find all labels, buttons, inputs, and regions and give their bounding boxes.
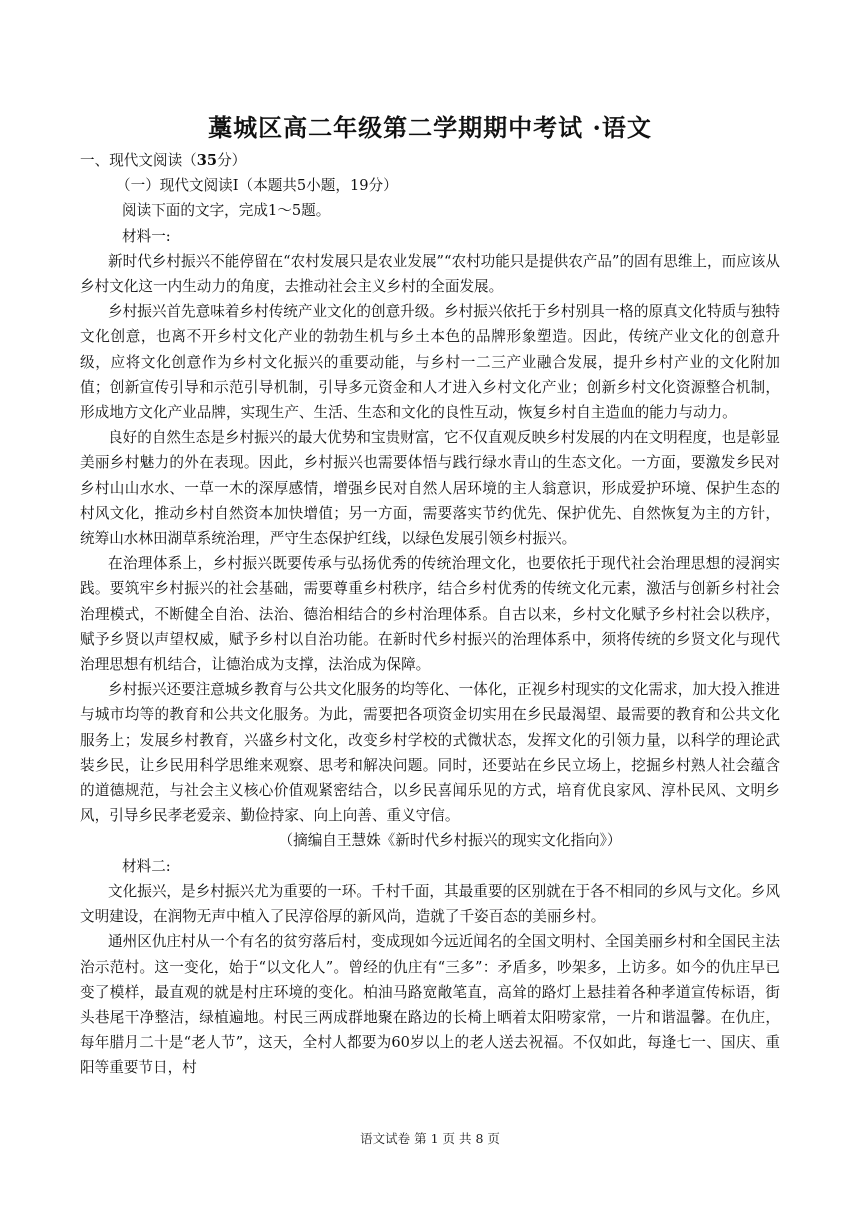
- page-footer: 语文试卷 第 1 页 共 8 页: [360, 1131, 500, 1146]
- material2-label: 材料二:: [122, 857, 171, 875]
- material1-label: 材料一:: [122, 227, 171, 245]
- section-score: 35: [196, 152, 218, 169]
- material1-paragraph: 在治理体系上，乡村振兴既要传承与弘扬优秀的传统治理文化，也要依托于现代社会治理思想的浸润实践。要筑牢乡村振兴的社会基础，需要尊重乡村秩序，结合乡村优秀的传统文化元素，激活与创新乡村社会治理模式，不断健全自治、法治、德治相结合的乡村治理体系。自古以来，乡村文化赋予乡村社会以秩序，赋予乡贤以声望权威，赋予乡村以自治功能。在新时代乡村振兴的治理体系中，须将传统的乡贤文化与现代治理思想有机结合，让德治成为支撑，法治成为保障。: [80, 555, 780, 674]
- page-title: 藁城区高二年级第二学期期中考试 ·语文: [208, 113, 652, 142]
- material1-paragraph: 乡村振兴首先意味着乡村传统产业文化的创意升级。乡村振兴依托于乡村别具一格的原真文化特质与独特文化创意，也离不开乡村文化产业的勃勃生机与乡土本色的品牌形象塑造。因此，传统产业文化的创意升级，应将文化创意作为乡村文化振兴的重要动能，与乡村一二三产业融合发展，提升乡村产业的文化附加值；创新宣传引导和示范引导机制，引导多元资金和人才进入乡村文化产业；创新乡村文化资源整合机制，形成地方文化产业品牌，实现生产、生活、生态和文化的良性互动，恢复乡村自主造血的能力与动力。: [80, 303, 780, 422]
- section-heading-prefix: 一、现代文阅读（: [80, 152, 197, 169]
- instruction: 阅读下面的文字，完成1～5题。: [122, 202, 331, 220]
- material1-source: （摘编自王慧姝《新时代乡村振兴的现实文化指向》）: [278, 832, 622, 850]
- material2-paragraph: 文化振兴，是乡村振兴尤为重要的一环。千村千面，其最重要的区别就在于各不相同的乡风与文化。乡风文明建设，在润物无声中植入了民淳俗厚的新风尚，造就了千姿百态的美丽乡村。: [80, 882, 780, 926]
- page-content: [80, 148, 780, 1081]
- material2-paragraph: 通州区仇庄村从一个有名的贫穷落后村，变成现如今远近闻名的全国文明村、全国美丽乡村和全国民主法治示范村。这一变化，始于“以文化人”。曾经的仇庄有“三多”：矛盾多，吵架多，上访多。如今的仇庄早已变了模样，最直观的就是村庄环境的变化。柏油马路宽敞笔直，高耸的路灯上悬挂着各种孝道宣传标语，街头巷尾干净整洁，绿植遍地。村民三两成群地聚在路边的长椅上晒着太阳唠家常，一片和谐温馨。在仇庄，每年腊月二十是“老人节”，这天，全村人都要为60岁以上的老人送去祝福。不仅如此，每逢七一、国庆、重阳等重要节日，村: [80, 933, 780, 1077]
- material1-paragraph: 良好的自然生态是乡村振兴的最大优势和宝贵财富，它不仅直观反映乡村发展的内在文明程度，也是彰显美丽乡村魅力的外在表现。因此，乡村振兴也需要体悟与践行绿水青山的生态文化。一方面，要激发乡民对乡村山山水水、一草一木的深厚感情，增强乡民对自然人居环境的主人翁意识，形成爱护环境、保护生态的村风文化，推动乡村自然资本加快增值；另一方面，需要落实节约优先、保护优先、自然恢复为主的方针，统筹山水林田湖草系统治理，严守生态保护红线，以绿色发展引领乡村振兴。: [80, 429, 780, 548]
- sub-heading: （一）现代文阅读Ⅰ（本题共5小题，19分）: [116, 177, 398, 195]
- section-heading-suffix: 分）: [217, 152, 247, 169]
- material1-paragraph: 乡村振兴还要注意城乡教育与公共文化服务的均等化、一体化，正视乡村现实的文化需求，加大投入推进与城市均等的教育和公共文化服务。为此，需要把各项资金切实用在乡民最渴望、最需要的教育和公共文化服务上；发展乡村教育，兴盛乡村文化，改变乡村学校的式微状态，发挥文化的引领力量，以科学的理论武装乡民，让乡民用科学思维来观察、思考和解决问题。同时，还要站在乡民立场上，挖掘乡村熟人社会蕴含的道德规范，与社会主义核心价值观紧密结合，以乡民喜闻乐见的方式，培育优良家风、淳朴民风、文明乡风，引导乡民孝老爱亲、勤俭持家、向上向善、重义守信。: [80, 681, 780, 825]
- section-heading: [80, 148, 780, 173]
- material1-paragraph: 新时代乡村振兴不能停留在“农村发展只是农业发展”“农村功能只是提供农产品”的固有思维上，而应该从乡村文化这一内生动力的角度，去推动社会主义乡村的全面发展。: [80, 252, 780, 296]
